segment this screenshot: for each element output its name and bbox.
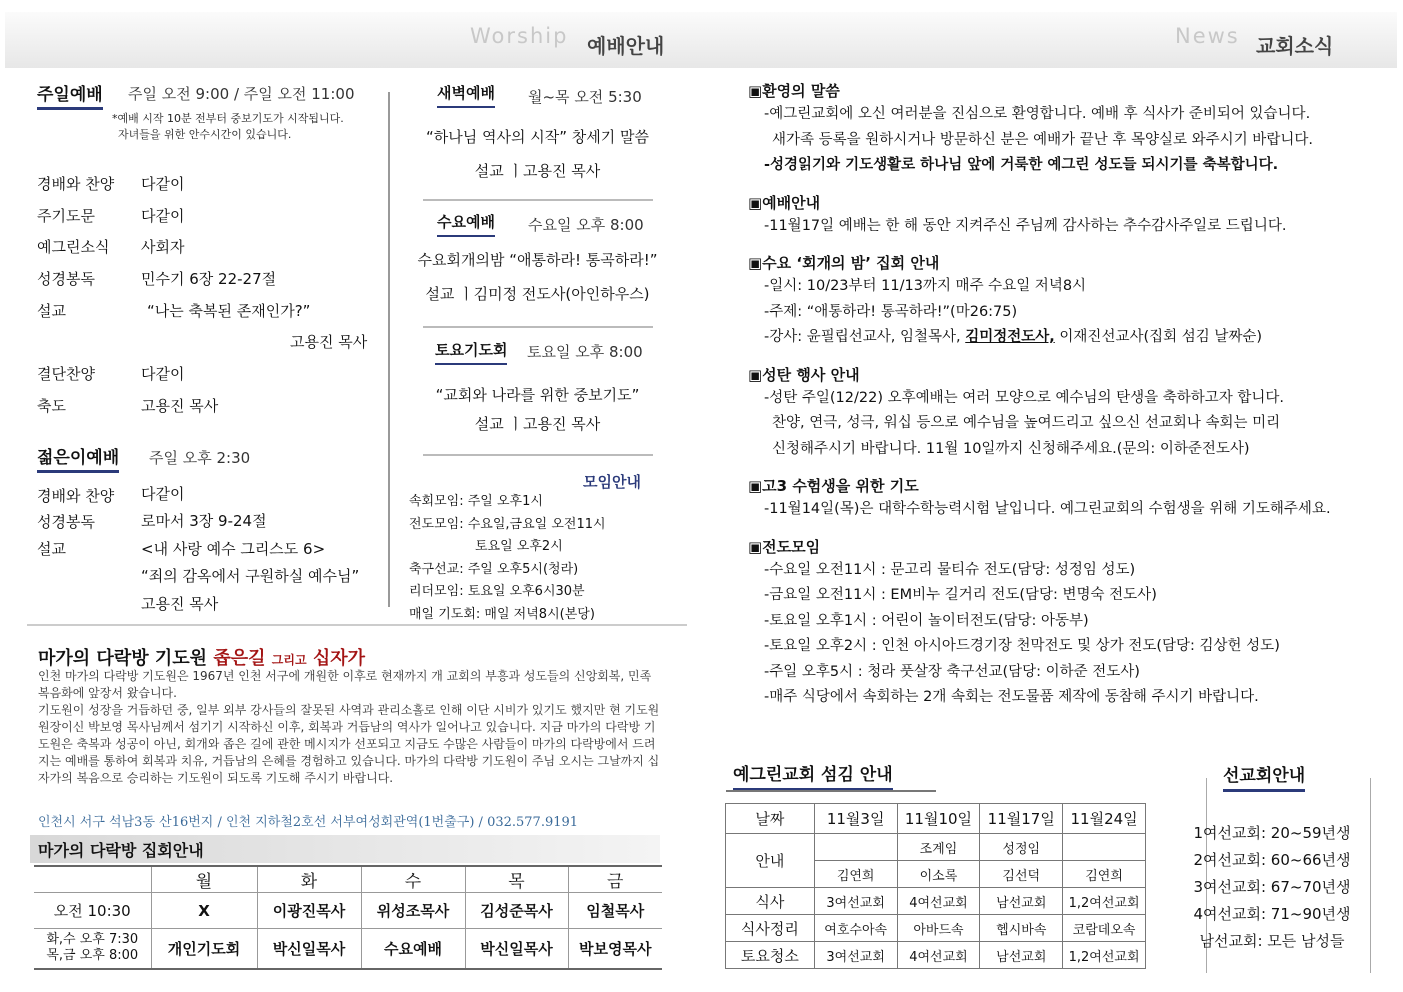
mission-title: 선교회안내: [1223, 761, 1305, 792]
news-heading: ▣수요 ‘회개의 밤’ 집회 안내: [748, 254, 940, 272]
order-label: 경배와 찬양: [37, 175, 115, 193]
table-cell: 4여선교회: [897, 942, 980, 969]
dawn-title: 새벽예배: [437, 82, 495, 108]
order-label: 경배와 찬양: [37, 487, 115, 505]
news-heading: ▣전도모임: [748, 537, 821, 556]
header-worship-en: Worship: [470, 24, 569, 48]
garden-title-d: 십자가: [312, 648, 365, 669]
sunday-note: 자녀들을 위한 안수시간이 있습니다.: [118, 128, 292, 141]
order-value: 다같이: [141, 485, 185, 503]
sunday-time: 주일 오전 9:00 / 주일 오전 11:00: [128, 85, 355, 103]
dawn-preacher: 설교 ㅣ고용진 목사: [474, 162, 601, 180]
meeting-item: 축구선교: 주일 오후5시(청라): [409, 561, 579, 577]
mission-list: [1178, 820, 1366, 955]
table-cell: 11월24일: [1063, 804, 1146, 834]
order-value: “나는 축복된 존재인가?”: [147, 302, 311, 320]
table-cell: 박보영목사: [568, 929, 662, 969]
order-value: 민수기 6장 22-27절: [141, 270, 277, 288]
table-cell: 금: [568, 866, 662, 893]
mission-item: 3여선교회: 67~70년생: [1193, 878, 1351, 896]
dawn-time: 월~목 오전 5:30: [528, 88, 642, 106]
order-label: 주기도문: [37, 207, 95, 225]
meeting-item: 매일 기도회: 매일 저녁8시(본당): [409, 606, 595, 622]
news-text: -강사: 윤필립선교사, 임철목사,: [764, 329, 966, 345]
table-row: [34, 929, 662, 969]
table-cell: 수: [361, 866, 465, 893]
table-cell: 헵시바속: [980, 915, 1063, 942]
order-value: 사회자: [141, 238, 185, 256]
header-news-ko: 교회소식: [1256, 34, 1334, 58]
sat-preacher: 설교 ㅣ고용진 목사: [474, 415, 601, 433]
news-line: 새가족 등록을 원하시거나 방문하신 분은 예배가 끝난 후 목양실로 와주시기 바랍니다.: [772, 131, 1313, 148]
divider: [423, 326, 653, 328]
table-cell: 김선덕: [980, 861, 1063, 888]
order-label: 예그린소식: [37, 238, 110, 256]
garden-title-b: 좁은길: [213, 648, 266, 669]
mission-border-right: [1370, 778, 1371, 973]
garden-body: 기도원이 성장을 거듭하던 중, 일부 외부 강사들의 잘못된 사역과 관리소홀로 인해 이단 시비가 있기도 했지만 현 기도원 원장이신 박보영 목사님께서 섬기기 시작하신 이후, 회복과 거듭남의 역사가 일어나고 있습니다. 지금 마가의 다락방 기도원은 축복과 성공이 아닌, 회개와 좁은 길에 관한 메시지가 선포되고 지금도 수많은 사람들이 마가의 다락방에서 드려지는 예배를 통하여 회복과 치유, 거듭남의 은혜를 경험하고 있습니다. 마가의 다락방 기도원이 주님 오시는 그날까지 십자가의 복음으로 승리하는 기도원이 되도록 기도해 주시기 바랍니다.: [38, 703, 660, 785]
serve-table: [725, 803, 1146, 969]
header-worship-ko: 예배안내: [587, 34, 665, 58]
table-cell: 성정임: [980, 834, 1063, 861]
table-cell: 날짜: [726, 804, 815, 834]
order-value: <내 사랑 예수 그리스도 6>: [141, 540, 326, 558]
news-line: 찬양, 연극, 성극, 워십 등으로 예수님을 높여드리고 싶으신 선교회나 속회는 미리: [772, 415, 1281, 431]
youth-time: 주일 오후 2:30: [149, 449, 251, 467]
dawn-sermon: “하나님 역사의 시작” 창세기 말씀: [426, 128, 649, 146]
order-value: 다같이: [141, 365, 185, 383]
gathering-title: 마가의 다락방 집회안내: [38, 841, 204, 860]
table-row: [726, 942, 1146, 969]
table-cell: 위성조목사: [361, 893, 465, 929]
table-cell: 11월3일: [814, 804, 897, 834]
table-cell: 김연희: [814, 861, 897, 888]
section-divider: [27, 624, 687, 626]
news-line: -토요일 오후2시 : 인천 아시아드경기장 천막전도 및 상가 전도(담당: 김상헌 성도): [764, 638, 1280, 654]
news-list: [748, 80, 1388, 711]
news-line: -일시: 10/23부터 11/13까지 매주 수요일 저녁8시: [764, 278, 1087, 294]
table-cell: 월: [151, 866, 257, 893]
news-line: -성경읽기와 기도생활로 하나님 앞에 거룩한 예그린 성도들 되시기를 축복합니다.: [764, 157, 1279, 173]
garden-address: 인천시 서구 석남3동 산16번지 / 인천 지하철2호선 서부여성회관역(1번출구) / 032.577.9191: [38, 815, 579, 830]
sat-title: 토요기도회: [435, 339, 507, 365]
order-label: 설교: [37, 302, 66, 320]
garden-title: [38, 644, 365, 670]
table-cell: 안내: [726, 834, 815, 888]
gathering-table: [34, 865, 662, 970]
order-label: 성경봉독: [37, 270, 95, 288]
table-cell: 임철목사: [568, 893, 662, 929]
news-line: -주제: “애통하라! 통곡하라!”(마26:75): [764, 303, 1018, 320]
order-value: 다같이: [141, 207, 185, 225]
sunday-title: 주일예배: [37, 80, 103, 110]
news-line: -예그린교회에 오신 여러분을 진심으로 환영합니다. 예배 후 식사가 준비되어 있습니다.: [764, 106, 1311, 122]
table-cell: 김성준목사: [465, 893, 568, 929]
table-cell: 식사정리: [726, 915, 815, 942]
table-cell: 조계임: [897, 834, 980, 861]
table-cell: [1063, 834, 1146, 861]
meetings-title: 모임안내: [583, 473, 641, 491]
news-heading: ▣고3 수험생을 위한 기도: [748, 477, 919, 495]
wed-time: 수요일 오후 8:00: [528, 216, 644, 234]
order-label: 축도: [37, 397, 66, 415]
news-line: -11월14일(목)은 대학수학능력시험 날입니다. 예그린교회의 수험생을 위해 기도해주세요.: [764, 501, 1331, 517]
order-label: 결단찬양: [37, 365, 95, 383]
order-value: 로마서 3장 9-24절: [141, 512, 267, 530]
news-line: -성탄 주일(12/22) 오후예배는 여러 모양으로 예수님의 탄생을 축하하고자 합니다.: [764, 389, 1285, 406]
table-cell: 1,2여선교회: [1063, 888, 1146, 915]
time-line: 목,금 오후 8:00: [46, 948, 139, 964]
news-heading: ▣예배안내: [748, 193, 821, 212]
meeting-item: 전도모임: 수요일,금요일 오전11시: [409, 516, 606, 532]
table-cell: 여호수아속: [814, 915, 897, 942]
news-line: -11월17일 예배는 한 해 동안 지켜주신 주님께 감사하는 추수감사주일로 드립니다.: [764, 217, 1287, 234]
table-cell: 3여선교회: [814, 942, 897, 969]
table-cell: 김연희: [1063, 861, 1146, 888]
order-value: 다같이: [141, 175, 185, 193]
table-cell: 남선교회: [980, 888, 1063, 915]
mission-item: 1여선교회: 20~59년생: [1193, 824, 1351, 842]
divider: [423, 454, 653, 456]
table-cell: 11월17일: [980, 804, 1063, 834]
table-cell: 수요예배: [361, 929, 465, 969]
mission-item: 남선교회: 모든 남성들: [1199, 932, 1345, 950]
news-line: 신청해주시기 바랍니다. 11월 10일까지 신청해주세요.(문의: 이하준전도사): [772, 440, 1250, 457]
table-cell: 4여선교회: [897, 888, 980, 915]
table-cell: 목: [465, 866, 568, 893]
order-value: 고용진 목사: [290, 333, 368, 351]
sat-time: 토요일 오후 8:00: [527, 343, 643, 361]
time-line: 화,수 오후 7:30: [46, 932, 139, 948]
divider: [423, 199, 653, 201]
table-cell: 11월10일: [897, 804, 980, 834]
news-line: -금요일 오전11시 : EM비누 길거리 전도(담당: 변명숙 전도사): [764, 587, 1157, 603]
news-line: -매주 식당에서 속회하는 2개 속회는 전도물품 제작에 동참해 주시기 바랍니다.: [764, 689, 1259, 705]
youth-title: 젊은이예배: [37, 443, 119, 473]
news-line: -수요일 오전11시 : 문고리 물티슈 전도(담당: 성정임 성도): [764, 561, 1136, 578]
news-heading: ▣성탄 행사 안내: [748, 365, 860, 384]
meeting-item: 속회모임: 주일 오후1시: [409, 494, 543, 509]
table-row: [34, 893, 662, 929]
news-line: [748, 325, 1388, 351]
table-cell: 개인기도회: [151, 929, 257, 969]
table-cell: 토요청소: [726, 942, 815, 969]
garden-title-c: 그리고: [271, 653, 307, 667]
wed-preacher: 설교 ㅣ김미정 전도사(아인하우스): [425, 285, 650, 303]
mission-item: 2여선교회: 60~66년생: [1193, 851, 1351, 869]
order-value: 고용진 목사: [141, 397, 219, 415]
table-cell: 이소록: [897, 861, 980, 888]
table-cell: X: [151, 893, 257, 929]
table-cell: 화: [257, 866, 361, 893]
garden-intro: 인천 마가의 다락방 기도원은 1967년 인천 서구에 개원한 이후로 현재까지 개 교회의 부흥과 성도들의 신앙회복, 민족 복음화에 앞장서 왔습니다.: [38, 669, 652, 700]
table-cell: 코람데오속: [1063, 915, 1146, 942]
table-cell: 이광진목사: [257, 893, 361, 929]
mission-item: 4여선교회: 71~90년생: [1193, 905, 1351, 923]
table-row: [34, 866, 662, 893]
sat-sermon: “교회와 나라를 위한 중보기도”: [435, 386, 640, 404]
sunday-note: *예배 시작 10분 전부터 중보기도가 시작됩니다.: [112, 112, 344, 125]
garden-title-a: 마가의 다락방 기도원: [38, 648, 208, 669]
table-cell: [814, 834, 897, 861]
news-text-emphasis: 김미정전도사,: [965, 329, 1055, 345]
news-heading: ▣환영의 말씀: [748, 82, 840, 100]
wed-sermon: 수요회개의밤 “애통하라! 통곡하라!”: [417, 251, 658, 269]
meeting-item: 리더모임: 토요일 오후6시30분: [409, 584, 585, 599]
wed-title: 수요예배: [437, 211, 495, 237]
table-row: [726, 915, 1146, 942]
table-cell: 식사: [726, 888, 815, 915]
table-cell: 1,2여선교회: [1063, 942, 1146, 969]
table-cell: 오전 10:30: [34, 893, 151, 929]
table-row: [726, 804, 1146, 834]
table-cell: 아바드속: [897, 915, 980, 942]
table-cell: 박신일목사: [465, 929, 568, 969]
table-cell: 남선교회: [980, 942, 1063, 969]
table-cell: [34, 929, 151, 969]
news-text: 이재진선교사(집회 섬김 날짜순): [1054, 329, 1263, 345]
meetings-list: [409, 491, 606, 626]
order-label: 성경봉독: [37, 513, 95, 531]
table-row: [726, 888, 1146, 915]
serve-title: 예그린교회 섬김 안내: [733, 760, 893, 791]
table-cell: 박신일목사: [257, 929, 361, 969]
order-label: 설교: [37, 540, 66, 558]
divider: [726, 790, 936, 792]
table-row: [726, 834, 1146, 861]
news-line: -토요일 오후1시 : 어린이 놀이터전도(담당: 아동부): [764, 612, 1089, 629]
table-cell: [34, 866, 151, 893]
header-news-en: News: [1175, 24, 1240, 48]
table-cell: 3여선교회: [814, 888, 897, 915]
meeting-item: 토요일 오후2시: [475, 539, 563, 554]
news-line: -주일 오후5시 : 청라 풋살장 축구선교(담당: 이하준 전도사): [764, 663, 1140, 680]
column-divider: [388, 92, 390, 607]
order-value: “죄의 감옥에서 구원하실 예수님”: [141, 567, 360, 585]
order-value: 고용진 목사: [141, 595, 219, 613]
